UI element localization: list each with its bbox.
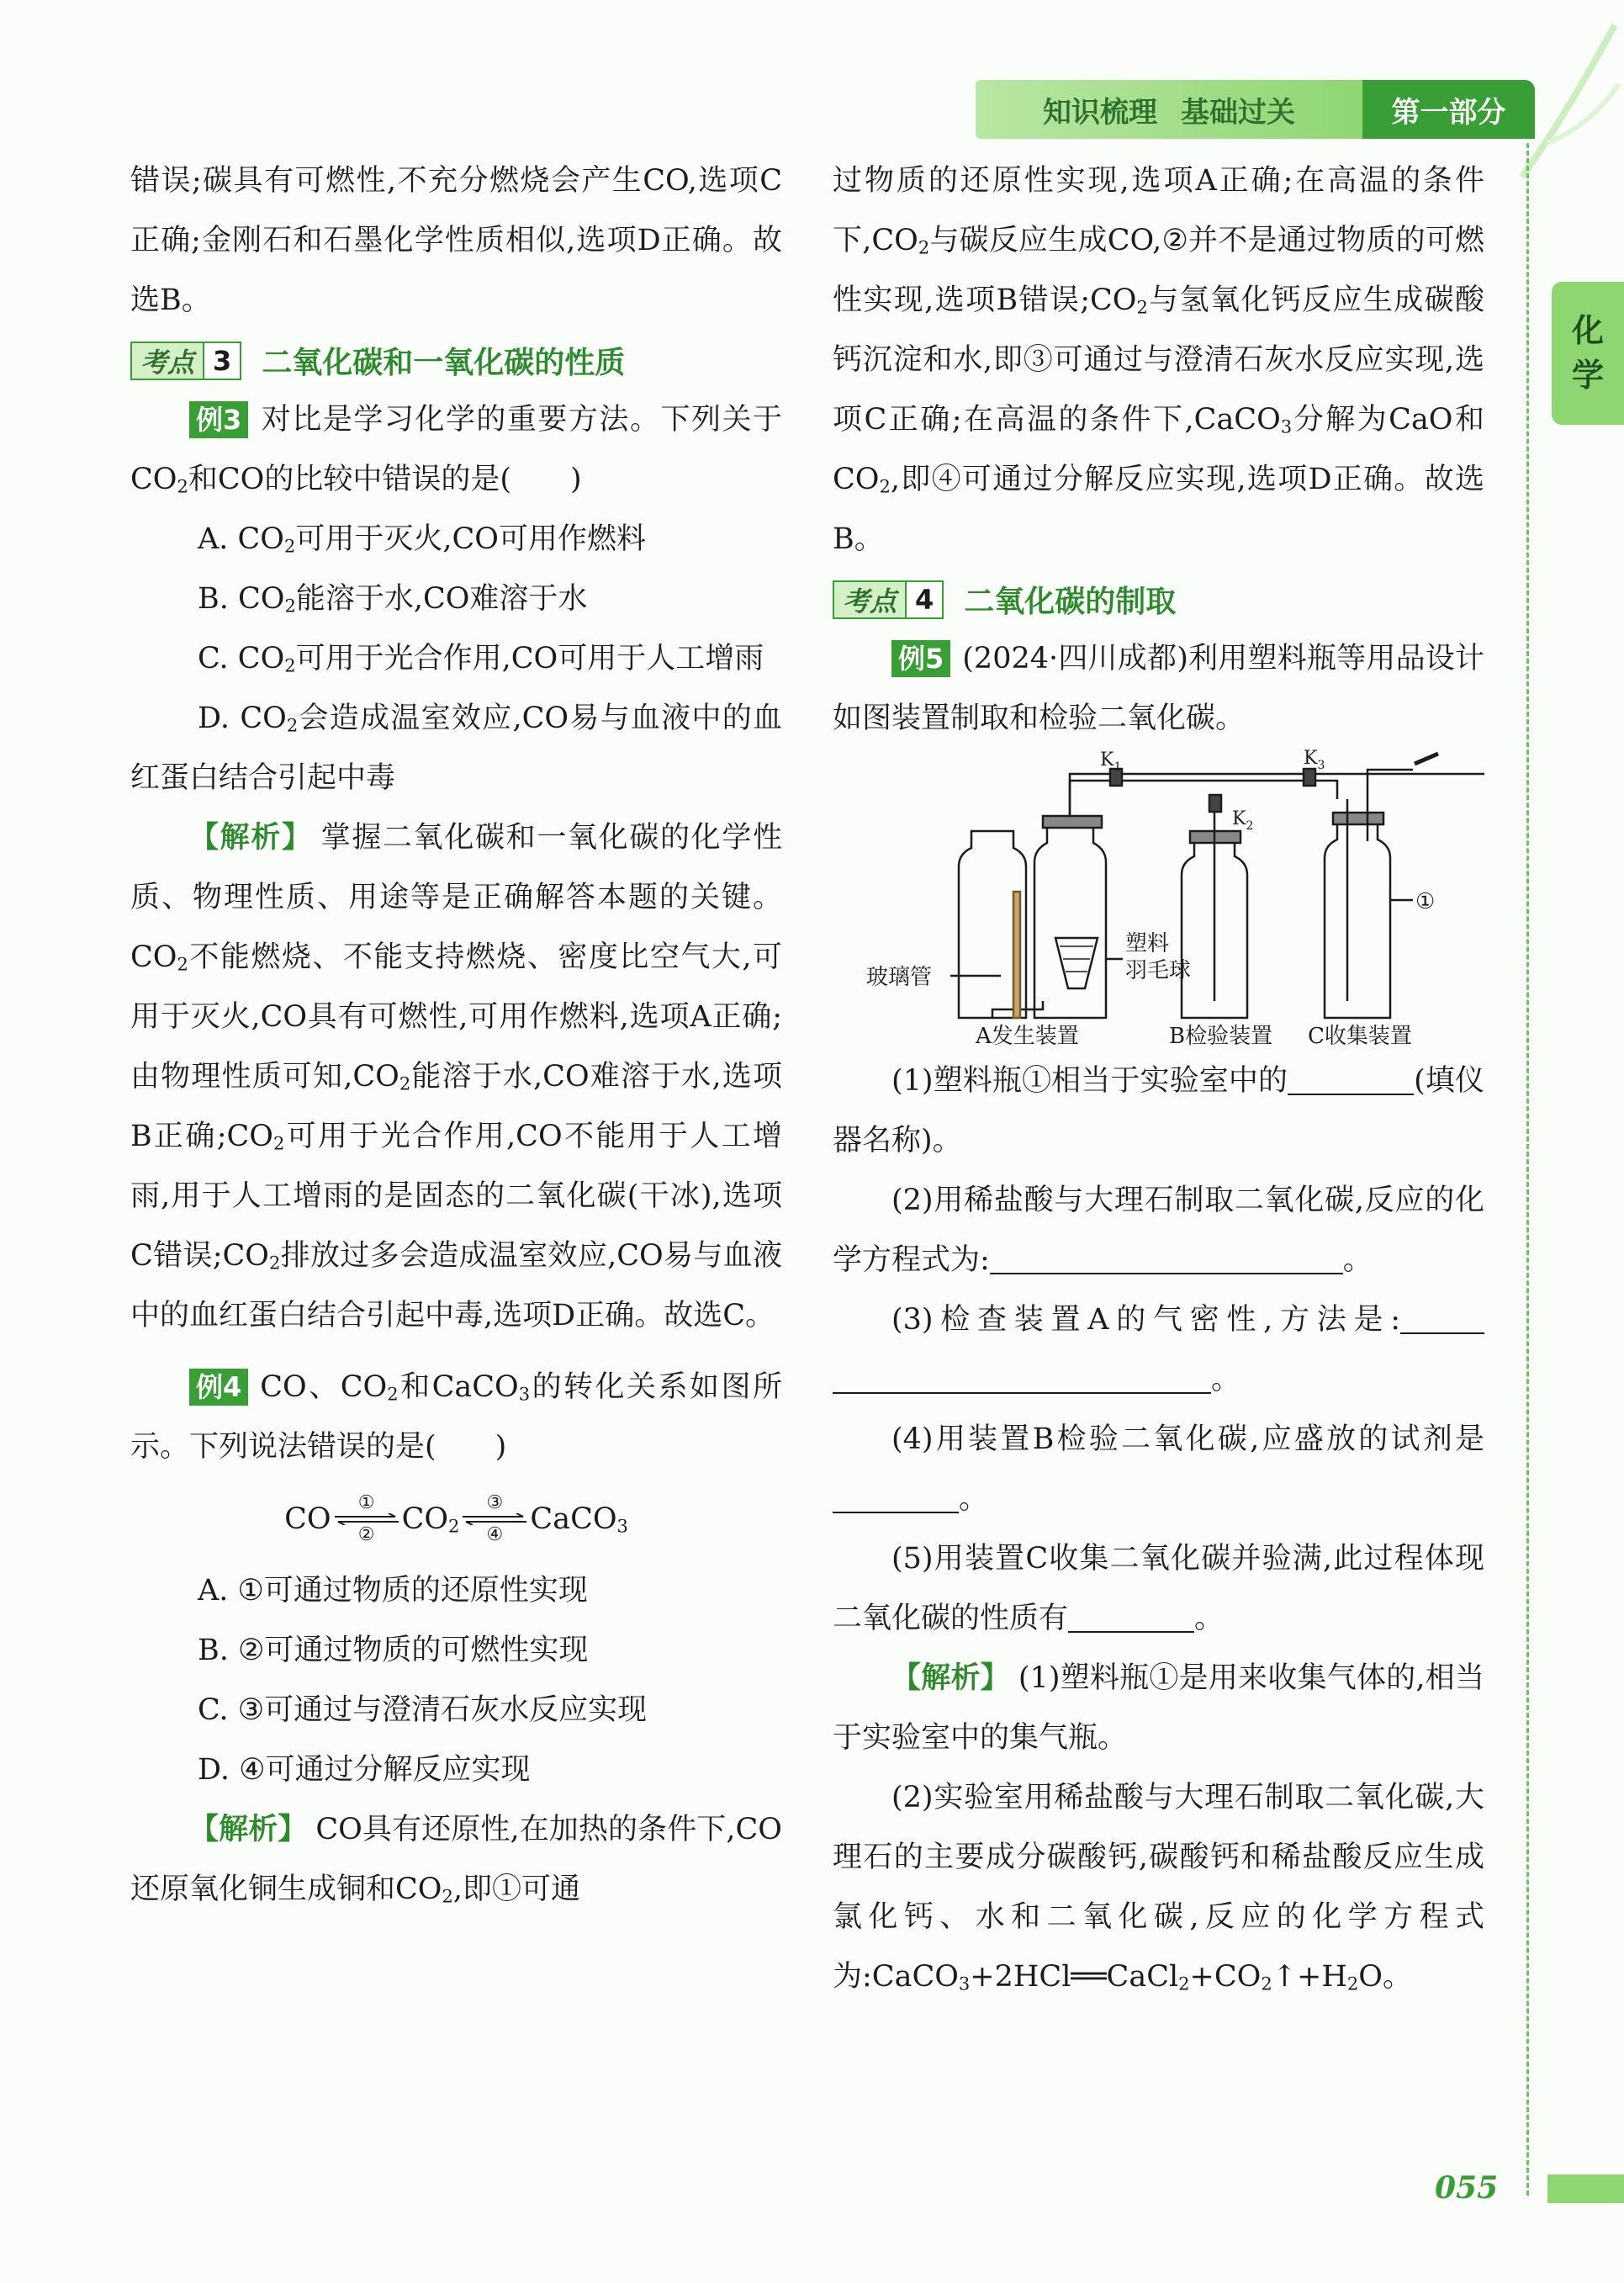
side-tab-char-2: 学	[1571, 357, 1604, 394]
example-3-badge: 例3	[189, 401, 248, 438]
label-device-c: C收集装置	[1308, 1024, 1412, 1049]
kaodian-4-word: 考点	[843, 585, 897, 617]
answer-blank-3b[interactable]	[833, 1359, 1211, 1394]
left-continued-paragraph: 错误;碳具有可燃性,不充分燃烧会产生CO,选项C正确;金刚石和石墨化学性质相似,选项D正确。故选B。	[130, 164, 782, 317]
shuttlecock-label: 羽毛球	[1125, 958, 1192, 983]
chain-step-2: ②	[357, 1524, 375, 1545]
bottle-c	[1325, 823, 1390, 1018]
example-4-option-c: C. ③可通过与澄清石灰水反应实现	[198, 1693, 648, 1727]
right-column	[833, 151, 1484, 2007]
example-3-analysis: 【解析】 掌握二氧化碳和一氧化碳的化学性质、物理性质、用途等是正确解答本题的关键。$CO_2$不能燃烧、不能支持燃烧、密度比空气大,可用于灭火,CO具有可燃性,可用作燃料,选项A正确;由物理性质可知$,CO_2$能溶于水,CO难溶于水,选项B正确$;CO_2$可用于光合作用,CO不能用于人工增雨,用于人工增雨的是固态的二氧化碳(干冰),选项C错误$;CO_2$排放过多会造成温室效应,CO易与血液中的血红蛋白结合引起中毒,选项D正确。故选C。	[130, 821, 783, 1332]
header-tag-knowledge: 知识梳理	[1043, 95, 1157, 130]
example-5-badge: 例5	[891, 640, 950, 677]
tube-c	[1347, 799, 1367, 1001]
stopper-c	[1333, 813, 1383, 824]
example-3-stem: 例3 对比是学习化学的重要方法。下列关于$CO_2$和CO的比较中错误的是( )	[130, 403, 782, 497]
k2-label: $K_2$	[1232, 808, 1254, 833]
double-arrow-icon	[463, 1513, 526, 1525]
page-number-bar	[1547, 2174, 1624, 2203]
equals-sign: ══	[1071, 1960, 1107, 1994]
example-4-badge: 例4	[189, 1369, 248, 1406]
kaodian-4-heading	[833, 569, 1484, 629]
example-4-stem: 例4 CO、$CO_2$和CaCO$_3$的转化关系如图所示。下列说法错误的是( )	[130, 1370, 782, 1464]
kaodian-3-badge	[130, 342, 241, 380]
answer-blank-1[interactable]	[1288, 1060, 1414, 1095]
kaodian-3-title: 二氧化碳和一氧化碳的性质	[262, 346, 626, 380]
example-3-option-c: C. $CO_2$可用于光合作用,CO可用于人工增雨	[198, 642, 764, 676]
bottle-circle-1-label: ①	[1415, 889, 1436, 914]
clamp-k2	[1209, 795, 1221, 812]
margin-dashed-divider	[1526, 143, 1529, 2196]
conversion-chain-diagram	[130, 1477, 782, 1561]
stopper-a	[1043, 816, 1102, 828]
example-4-analysis-continued: 过物质的还原性实现,选项A正确;在高温的条件下$,CO_2$与碳反应生成CO,②并不是通过物质的可燃性实现,选项B错误$;CO_2$与氢氧化钙反应生成碳酸钙沉淀和水,即③可通过与澄清石灰水反应实现,选项C正确;在高温的条件下,CaCO$_3$分解为CaO和$CO_2$,即④可通过分解反应实现,选项D正确。故选B。	[833, 164, 1484, 556]
header-section-tags	[976, 80, 1362, 139]
chain-arrows-1-2	[335, 1493, 399, 1545]
k3-label: $K_3$	[1304, 749, 1325, 772]
glass-tube-label: 玻璃管	[866, 965, 933, 990]
chain-step-3: ③	[486, 1492, 504, 1513]
left-column	[130, 151, 782, 1920]
kaodian-3-number: 3	[203, 343, 240, 379]
question-3: (3)检查装置A的气密性,方法是: 。	[833, 1290, 1484, 1410]
clamp-k3	[1304, 769, 1315, 786]
example-4-option-d: D. ④可通过分解反应实现	[198, 1753, 531, 1787]
analysis-label: 【解析】	[891, 1661, 1010, 1695]
chain-step-4: ④	[486, 1524, 504, 1545]
answer-blank-2[interactable]	[990, 1239, 1343, 1274]
answer-blank-4[interactable]	[833, 1478, 959, 1513]
analysis-label: 【解析】	[189, 1813, 308, 1846]
example-4-option-b: B. ②可通过物质的可燃性实现	[198, 1634, 589, 1667]
kaodian-3-heading	[130, 331, 782, 390]
question-4: (4)用装置B检验二氧化碳,应盛放的试剂是。	[833, 1410, 1484, 1529]
exit-tube-icon	[1415, 754, 1438, 764]
k1-label: $K_1$	[1100, 750, 1122, 774]
kaodian-3-word: 考点	[140, 346, 195, 379]
example-5-stem: 例5 (2024·四川成都)利用塑料瓶等用品设计如图装置制取和检验二氧化碳。	[833, 642, 1484, 735]
plastic-label: 塑料	[1125, 931, 1170, 956]
header-part-label: 第一部分	[1362, 80, 1535, 139]
side-tab-char-1: 化	[1571, 311, 1604, 349]
kaodian-4-number: 4	[905, 582, 942, 617]
example-3-option-d: D. $CO_2$会造成温室效应,CO易与血液中的血红蛋白结合引起中毒	[130, 702, 782, 795]
chain-caco3: CaCO$_3$	[530, 1502, 628, 1537]
example-3-option-a: A. $CO_2$可用于灭火,CO可用作燃料	[198, 522, 646, 557]
example-3-option-b: B. $CO_2$能溶于水,CO难溶于水	[198, 582, 588, 617]
subject-side-tab	[1552, 282, 1624, 425]
glass-tube-rod	[1013, 892, 1020, 1018]
label-device-a: A发生装置	[976, 1024, 1079, 1049]
apparatus-diagram	[833, 749, 1484, 1051]
kaodian-4-badge	[833, 580, 944, 619]
shuttlecock-icon	[1055, 938, 1098, 988]
question-2: (2)用稀盐酸与大理石制取二氧化碳,反应的化学方程式为: 。	[833, 1184, 1484, 1277]
answer-blank-3a[interactable]	[1400, 1299, 1484, 1334]
apparatus-drawing	[833, 749, 1484, 1051]
example-4-analysis: 【解析】 CO具有还原性,在加热的条件下,CO还原氧化铜生成铜和$CO_2$,即①可通	[130, 1813, 782, 1907]
page-number: 055	[1435, 2170, 1499, 2206]
label-device-b: B检验装置	[1169, 1024, 1273, 1049]
answer-blank-5[interactable]	[1068, 1597, 1194, 1633]
example-5-analysis-2: (2)实验室用稀盐酸与大理石制取二氧化碳,大理石的主要成分碳酸钙,碳酸钙和稀盐酸反应生成氯化钙、水和二氧化碳,反应的化学方程式为$:CaCO_3+2HCl══CaCl_2+CO_2↑+H_2O$。	[833, 1781, 1484, 1994]
example-5-analysis-1: 【解析】 (1)塑料瓶①是用来收集气体的,相当于实验室中的集气瓶。	[833, 1661, 1484, 1755]
kaodian-4-title: 二氧化碳的制取	[964, 585, 1177, 619]
chain-co2: $CO_2$	[401, 1502, 460, 1537]
chain-co: CO	[284, 1502, 331, 1536]
question-5: (5)用装置C收集二氧化碳并验满,此过程体现二氧化碳的性质有 。	[833, 1542, 1484, 1635]
header-tag-basics: 基础过关	[1181, 95, 1295, 130]
analysis-label: 【解析】	[189, 821, 313, 855]
example-4-option-a: A. ①可通过物质的还原性实现	[198, 1574, 588, 1608]
double-arrow-icon	[335, 1513, 399, 1525]
chain-arrows-3-4	[463, 1493, 526, 1545]
chain-step-1: ①	[357, 1492, 375, 1513]
question-1: (1)塑料瓶①相当于实验室中的 (填仪器名称)。	[833, 1051, 1484, 1171]
